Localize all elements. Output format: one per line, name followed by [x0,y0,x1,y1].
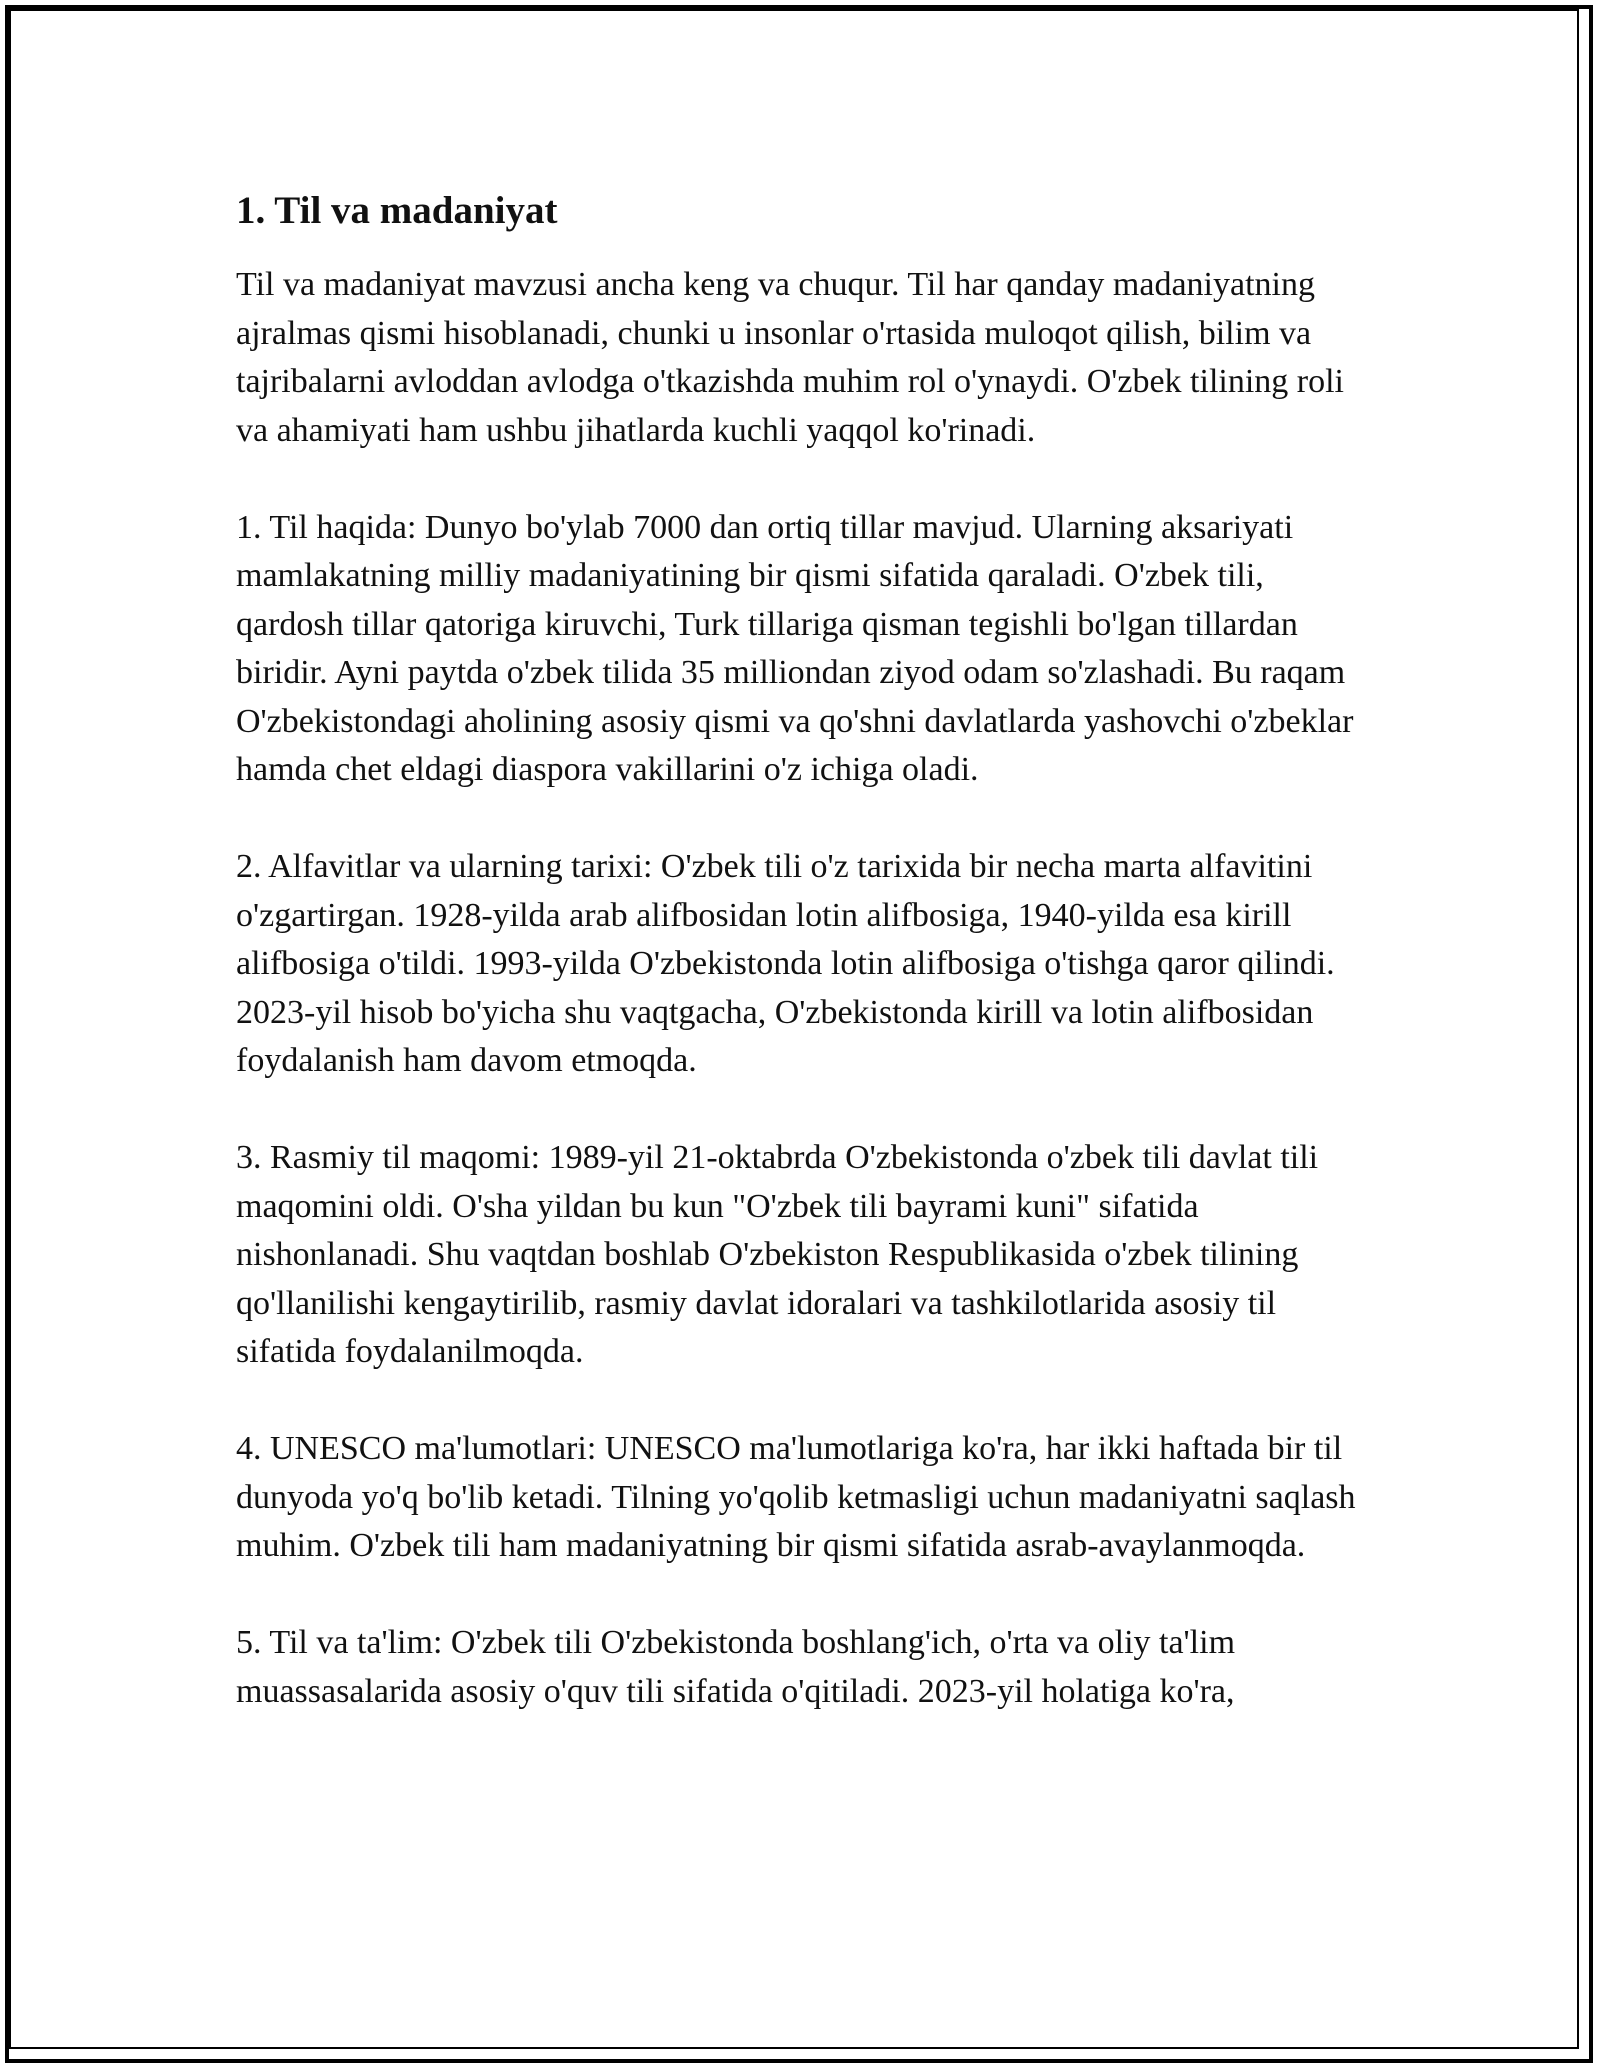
paragraph-unesco: 4. UNESCO ma'lumotlari: UNESCO ma'lumotlariga ko'ra, har ikki haftada bir til dunyoda yo'q bo'lib ketadi. Tilning yo'qolib ketmasligi uchun madaniyatni saqlash muhim. O'zbek tili ham madaniyatning bir qismi sifatida asrab-avaylanmoqda. [236,1430,1356,1564]
paragraph-rasmiy-til: 3. Rasmiy til maqomi: 1989-yil 21-oktabrda O'zbekistonda o'zbek tili davlat tili maqomini oldi. O'sha yildan bu kun "O'zbek tili bayrami kuni" sifatida nishonlanadi. Shu vaqtdan boshlab O'zbekiston Respublikasida o'zbek tilining qo'llanilishi kengaytirilib, rasmiy davlat idoralari va tashkilotlarida asosiy til sifatida foydalanilmoqda. [236,1139,1319,1370]
document-body [236,185,1376,1716]
paragraph-til-va-talim: 5. Til va ta'lim: O'zbek tili O'zbekistonda boshlang'ich, o'rta va oliy ta'lim muassasalarida asosiy o'quv tili sifatida o'qitiladi. 2023-yil holatiga ko'ra, [236,1624,1236,1710]
paragraph-alfavitlar: 2. Alfavitlar va ularning tarixi: O'zbek tili o'z tarixida bir necha marta alfavitini o'zgartirgan. 1928-yilda arab alifbosidan lotin alifbosiga, 1940-yilda esa kirill alifbosiga o'tildi. 1993-yilda O'zbekistonda lotin alifbosiga o'tishga qaror qilindi. 2023-yil hisob bo'yicha shu vaqtgacha, O'zbekistonda kirill va lotin alifbosidan foydalanish ham davom etmoqda. [236,848,1335,1079]
paragraph-til-haqida: 1. Til haqida: Dunyo bo'ylab 7000 dan ortiq tillar mavjud. Ularning aksariyati mamlakatning milliy madaniyatining bir qismi sifatida qaraladi. O'zbek tili, qardosh tillar qatoriga kiruvchi, Turk tillariga qisman tegishli bo'lgan tillardan biridir. Ayni paytda o'zbek tilida 35 milliondan ziyod odam so'zlashadi. Bu raqam O'zbekistondagi aholining asosiy qismi va qo'shni davlatlarda yashovchi o'zbeklar hamda chet eldagi diaspora vakillarini o'z ichiga oladi. [236,508,1354,788]
intro-paragraph: Til va madaniyat mavzusi ancha keng va chuqur. Til har qanday madaniyatning ajralmas qismi hisoblanadi, chunki u insonlar o'rtasida muloqot qilish, bilim va tajribalarni avloddan avlodga o'tkazishda muhim rol o'ynaydi. O'zbek tilining roli va ahamiyati ham ushbu jihatlarda kuchli yaqqol ko'rinadi. [236,266,1345,449]
section-title: 1. Til va madaniyat [236,189,558,232]
